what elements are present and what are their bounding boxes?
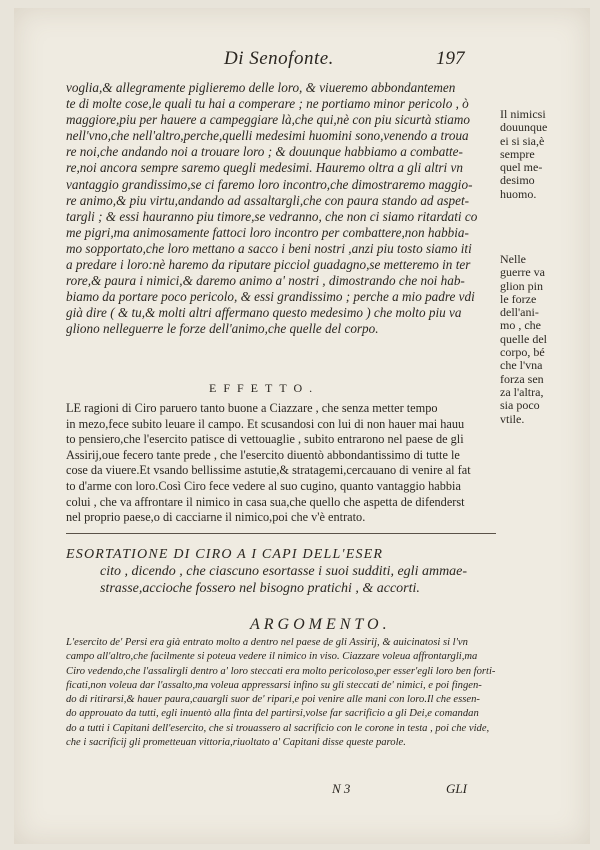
- text-line: quelle del: [500, 332, 547, 346]
- text-line: desimo: [500, 174, 535, 188]
- text-line: cose da viuere.Et vsando bellissime astutie,& stratagemi,cercauano di venire al fat: [66, 463, 471, 478]
- text-line: Assirij,oue fecero tante prede , che l'esercito diuentò abbondantissimo di tutte le: [66, 447, 460, 462]
- text-line: douunque: [500, 121, 548, 135]
- book-page: [14, 8, 590, 844]
- text-line: a predare i loro:nè haremo da riputare picciol guadagno,se metteremo in ter: [66, 257, 471, 273]
- text-line: colui , che va affrontare il nimico in casa sua,che quello che aspetta de difenderst: [66, 494, 465, 509]
- text-line: mo , che: [500, 319, 541, 333]
- text-line: sia poco: [500, 399, 540, 413]
- argomento-body: [66, 636, 496, 750]
- chapter-heading: [66, 546, 496, 597]
- text-line: maggiore,piu per hauere a campeggiare là,che qui,nè con piu sicurtà stiamo: [66, 112, 470, 128]
- text-line: do di ritirarsi,& hauer paura,cauargli suor de' ripari,e poi venire alle mani con loro.Il che essen-: [66, 694, 480, 706]
- page-number: 197: [436, 48, 465, 69]
- text-line: rore,& paura i nimici,& daremo animo a' nostri , dimostrando che noi hab-: [66, 273, 465, 289]
- text-line: do approuato da tutti, egli inuentò alla finta del partirsi,volse far sacrificio a gli Dei,e comandan: [66, 708, 479, 720]
- text-line: Nelle: [500, 253, 526, 266]
- text-line: gliono nelleguerre le forze dell'animo,che quelle del corpo.: [66, 321, 379, 337]
- text-line: huomo.: [500, 187, 537, 201]
- text-line: glion pin: [500, 279, 544, 293]
- text-line: Ciro vedendo,che l'assalirgli dentro a' loro steccati era molto pericoloso,per esser'egli loro ben forti-: [66, 665, 496, 677]
- header-title: Di Senofonte.: [224, 48, 334, 69]
- text-line: già dire ( & tu,& molti altri affermano questo medesimo ) che molto piu va: [66, 305, 462, 321]
- margin-note-2: [500, 253, 547, 426]
- text-line: campo all'altro,che facilmente si poteua vedere il nimico in viso. Ciazzare voleua affrontargli,ma: [66, 651, 478, 663]
- text-line: che i sacrificij gli prometteuan vittoria,riuoltato a' Capitani disse queste parole.: [66, 737, 406, 749]
- text-line: mo sopportato,che loro mettano a sacco i beni nostri ,anzi piu tosto siamo iti: [66, 240, 472, 256]
- text-line: do a tutti i Capitani dell'esercito, che si trouassero al sacrificio con le corone in testa , poi che vide,: [66, 722, 490, 734]
- text-line: guerre va: [500, 266, 545, 280]
- text-line: re animo,& piu virtu,andando ad assaltargli,che con paura stando ad aspet-: [66, 192, 470, 208]
- text-line: to d'arme con loro.Così Ciro fece vedere al suo cugino, quanto vantaggio habbia: [66, 478, 461, 493]
- text-line: ESORTATIONE DI CIRO A I CAPI DELL'ESER: [66, 547, 384, 562]
- text-line: L'esercito de' Persi era già entrato molto a dentro nel paese de gli Assirij, & auicinatosi si l'vn: [66, 637, 468, 648]
- text-line: to pensiero,che l'esercito patisce di vettouaglie , subito entrarono nel paese de gli: [66, 432, 464, 447]
- text-line: che l'vna: [500, 359, 543, 373]
- signature-mark: N 3: [332, 781, 351, 796]
- text-line: Il nimicsi: [500, 108, 546, 121]
- text-line: targli ; & essi hauranno piu timore,se vedranno, che non ci siamo ritardati co: [66, 208, 478, 224]
- margin-note-1: [500, 108, 547, 201]
- text-line: corpo, bé: [500, 346, 545, 360]
- text-line: voglia,& allegramente piglieremo delle loro, & viueremo abbondantemen: [66, 80, 456, 95]
- text-line: vantaggio grandissimo,se ci faremo loro incontro,che dimostraremo maggio-: [66, 176, 473, 192]
- effetto-title: EFFETTO.: [209, 381, 320, 395]
- main-text: [66, 80, 496, 338]
- text-line: re noi,che andando noi a trouare loro ; & douunque habbiamo a combatte-: [66, 144, 463, 160]
- running-header: [14, 48, 590, 74]
- text-line: dell'ani-: [500, 306, 539, 320]
- section-rule: [66, 533, 496, 534]
- text-line: nell'vno,che nell'altro,perche,quelli medesimi huomini sono,venendo a troua: [66, 128, 469, 144]
- text-line: sempre: [500, 147, 535, 161]
- text-line: re,noi ancora sempre saremo quegli medesimi. Hauremo oltra a gli altri vn: [66, 160, 463, 176]
- text-line: le forze: [500, 292, 537, 306]
- effetto-body: [66, 401, 496, 526]
- text-line: LE ragioni di Ciro paruero tanto buone a Ciazzare , che senza metter tempo: [66, 401, 438, 415]
- text-line: ficati,non voleua dar l'assalto,ma voleua appressarsi infino su gli steccati de' nimici, e poi fingen-: [66, 679, 482, 691]
- text-line: nel proprio paese,o di cacciarne il nimico,poi che v'è entrato.: [66, 510, 366, 525]
- text-line: quel me-: [500, 161, 543, 175]
- text-line: me pigri,ma animosamente fattoci loro incontro per combattere,non habbia-: [66, 224, 469, 240]
- catchword: GLI: [446, 781, 467, 796]
- text-line: ei si sia,è: [500, 134, 545, 148]
- text-line: cito , dicendo , che ciascuno esortasse i suoi sudditi, egli ammae-: [100, 564, 468, 579]
- text-line: za l'altra,: [500, 385, 544, 399]
- text-line: in mezo,fece subito leuare il campo. Et scusandosi con lui di non hauer mai hauu: [66, 416, 465, 431]
- text-line: vtile.: [500, 412, 525, 426]
- text-line: biamo da portare poco pericolo, & essi grandissimo ; perche a mio padre vdi: [66, 289, 475, 305]
- text-line: te di molte cose,le quali tu hai a comperare ; ne portiamo minor pericolo , ò: [66, 96, 469, 112]
- text-line: strasse,accioche fossero nel bisogno pratichi , & accorti.: [100, 581, 420, 596]
- argomento-title: ARGOMENTO.: [250, 616, 391, 633]
- text-line: forza sen: [500, 372, 544, 386]
